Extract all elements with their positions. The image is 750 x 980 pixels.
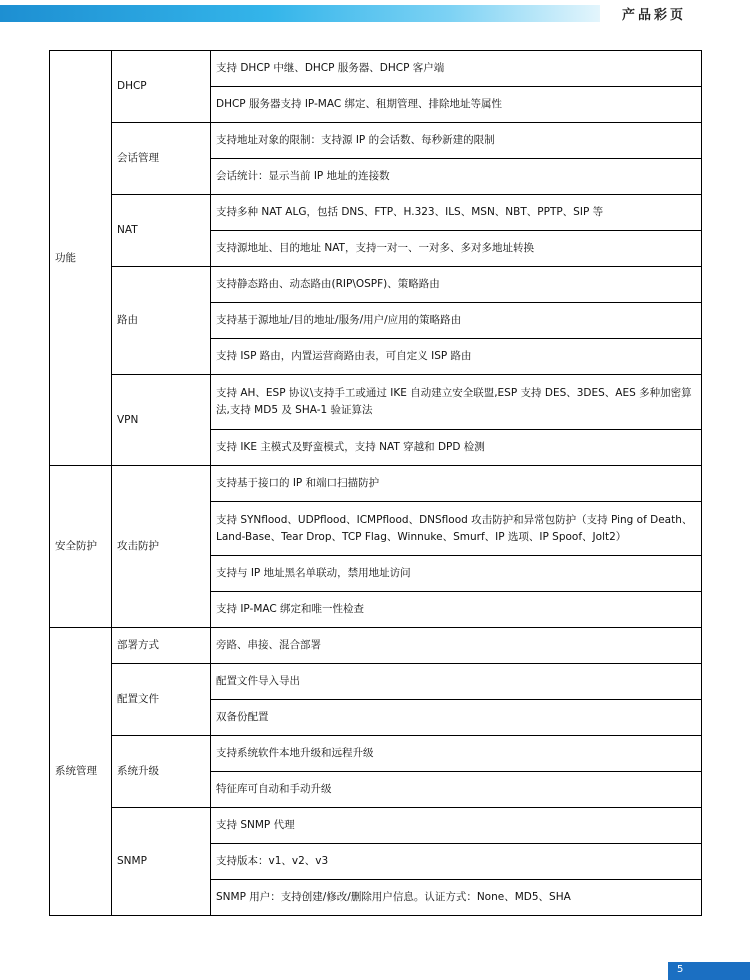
feature-cell: 会话统计：显示当前 IP 地址的连接数 <box>211 159 702 195</box>
table-row <box>50 664 702 700</box>
header-gradient-bar <box>0 5 600 22</box>
feature-cell: 支持静态路由、动态路由(RIP\OSPF)、策略路由 <box>211 267 702 303</box>
table-row <box>50 808 702 844</box>
group-cell-routing: 路由 <box>112 267 211 375</box>
spec-table <box>49 50 702 916</box>
feature-cell: 旁路、串接、混合部署 <box>211 628 702 664</box>
feature-cell: 支持版本：v1、v2、v3 <box>211 844 702 880</box>
feature-cell: 特征库可自动和手动升级 <box>211 772 702 808</box>
table-row <box>50 51 702 87</box>
group-cell-deployment: 部署方式 <box>112 628 211 664</box>
group-cell-dhcp: DHCP <box>112 51 211 123</box>
feature-cell: 支持与 IP 地址黑名单联动，禁用地址访问 <box>211 556 702 592</box>
feature-cell: 支持 IKE 主模式及野蛮模式，支持 NAT 穿越和 DPD 检测 <box>211 430 702 466</box>
table-row <box>50 736 702 772</box>
group-cell-system-upgrade: 系统升级 <box>112 736 211 808</box>
feature-cell: 支持多种 NAT ALG，包括 DNS、FTP、H.323、ILS、MSN、NBT、PPTP、SIP 等 <box>211 195 702 231</box>
feature-cell: 支持 SNMP 代理 <box>211 808 702 844</box>
feature-cell: 支持源地址、目的地址 NAT，支持一对一、一对多、多对多地址转换 <box>211 231 702 267</box>
group-cell-config-file: 配置文件 <box>112 664 211 736</box>
feature-cell: 支持基于接口的 IP 和端口扫描防护 <box>211 466 702 502</box>
table-row <box>50 123 702 159</box>
feature-cell: 双备份配置 <box>211 700 702 736</box>
group-cell-session: 会话管理 <box>112 123 211 195</box>
table-row <box>50 466 702 502</box>
group-cell-vpn: VPN <box>112 375 211 466</box>
table-row <box>50 628 702 664</box>
table-row <box>50 267 702 303</box>
group-cell-snmp: SNMP <box>112 808 211 916</box>
feature-cell: 支持 IP-MAC 绑定和唯一性检查 <box>211 592 702 628</box>
feature-cell: 支持 DHCP 中继、DHCP 服务器、DHCP 客户端 <box>211 51 702 87</box>
category-cell-system: 系统管理 <box>50 628 112 916</box>
category-cell-security: 安全防护 <box>50 466 112 628</box>
feature-cell: SNMP 用户：支持创建/修改/删除用户信息。认证方式：None、MD5、SHA <box>211 880 702 916</box>
feature-cell: 支持系统软件本地升级和远程升级 <box>211 736 702 772</box>
group-cell-attack-protection: 攻击防护 <box>112 466 211 628</box>
group-cell-nat: NAT <box>112 195 211 267</box>
feature-cell: 支持基于源地址/目的地址/服务/用户/应用的策略路由 <box>211 303 702 339</box>
feature-cell: 配置文件导入导出 <box>211 664 702 700</box>
page-header-title: 产品彩页 <box>622 8 687 23</box>
table-row <box>50 375 702 430</box>
category-cell-function: 功能 <box>50 51 112 466</box>
feature-cell: 支持 AH、ESP 协议\支持手工或通过 IKE 自动建立安全联盟,ESP 支持 DES、3DES、AES 多种加密算法,支持 MD5 及 SHA-1 验证算法 <box>211 375 702 430</box>
feature-cell: 支持 SYNflood、UDPflood、ICMPflood、DNSflood 攻击防护和异常包防护（支持 Ping of Death、Land-Base、Tear Drop、TCP Flag、Winnuke、Smurf、IP 选项、IP Spoof、Jolt2） <box>211 502 702 556</box>
table-row <box>50 195 702 231</box>
feature-cell: DHCP 服务器支持 IP-MAC 绑定、租期管理、排除地址等属性 <box>211 87 702 123</box>
feature-cell: 支持 ISP 路由，内置运营商路由表，可自定义 ISP 路由 <box>211 339 702 375</box>
page-number: 5 <box>677 964 684 975</box>
feature-cell: 支持地址对象的限制：支持源 IP 的会话数、每秒新建的限制 <box>211 123 702 159</box>
